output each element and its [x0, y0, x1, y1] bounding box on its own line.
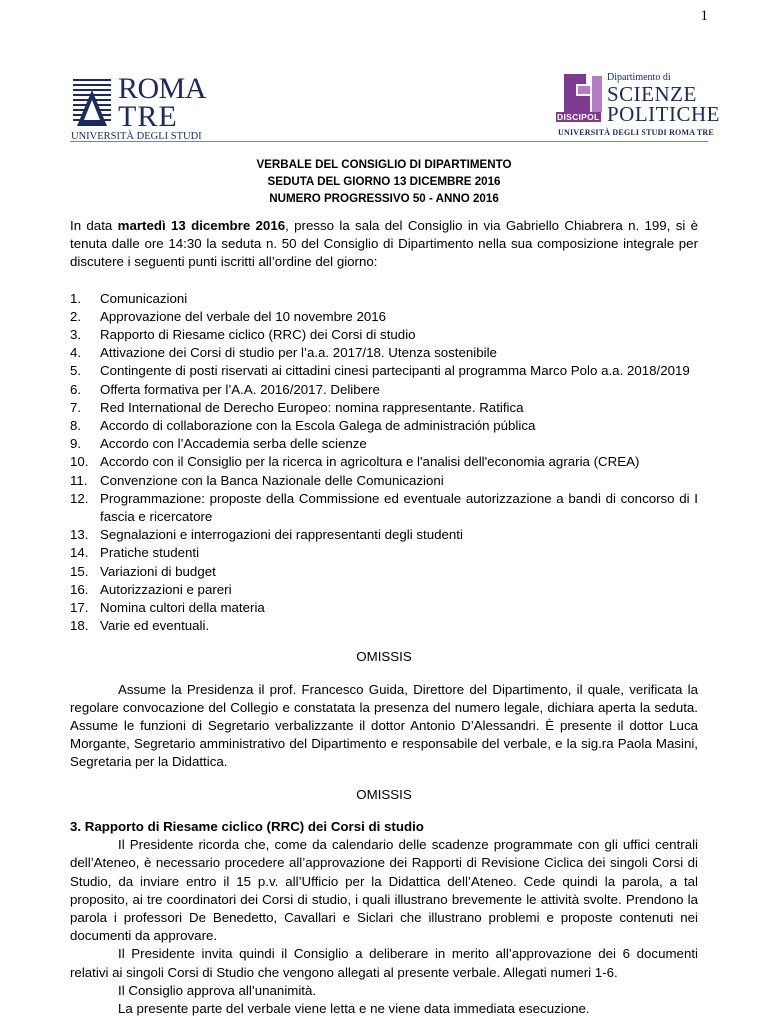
agenda-item-text: Red International de Derecho Europeo: nomina rappresentante. Ratifica — [100, 399, 524, 415]
agenda-item-number: 4. — [70, 345, 82, 361]
agenda-list — [70, 290, 698, 636]
agenda-item-number: 16. — [70, 581, 89, 597]
roma-tre-logo-subtitle: UNIVERSITÀ DEGLI STUDI — [71, 131, 202, 142]
section-3-title: 3. Rapporto di Riesame ciclico (RRC) dei Corsi di studio — [70, 818, 424, 834]
agenda-item-number: 13. — [70, 527, 89, 543]
roma-tre-logo-line1: ROMA — [118, 72, 207, 105]
title-line-2: SEDUTA DEL GIORNO 13 DICEMBRE 2016 — [267, 175, 501, 188]
agenda-item — [70, 417, 698, 435]
agenda-item — [70, 362, 698, 380]
agenda-item — [70, 544, 698, 562]
agenda-item-text: Autorizzazioni e pareri — [100, 581, 232, 597]
agenda-item-text: Programmazione: proposte della Commissione ed eventuale autorizzazione a bandi di concorso di I fascia e ricercatore — [100, 490, 698, 525]
agenda-item — [70, 290, 698, 308]
roma-tre-emblem-icon — [71, 76, 113, 130]
agenda-item — [70, 599, 698, 617]
agenda-item — [70, 326, 698, 344]
agenda-item — [70, 381, 698, 399]
agenda-item — [70, 399, 698, 417]
agenda-item-text: Offerta formativa per l’A.A. 2016/2017. Delibere — [100, 381, 380, 397]
agenda-item-text: Varie ed eventuali. — [100, 618, 210, 634]
document-title — [70, 156, 698, 207]
agenda-item — [70, 490, 698, 526]
agenda-item-number: 10. — [70, 454, 89, 470]
dipartimento-label: Dipartimento di — [607, 72, 671, 83]
document-body — [70, 156, 698, 1018]
intro-after: , presso la sala del Consiglio in via Gabriello Chiabrera n. 199, si è tenuta dalle ore 14:30 la seduta n. 50 del Consiglio di Dipartimento nella sua composizione integrale per discutere i seguenti punti iscritti all’ordine del giorno: — [70, 218, 699, 270]
agenda-item-text: Convenzione con la Banca Nazionale delle Comunicazioni — [100, 472, 444, 488]
omissis-2: OMISSIS — [356, 786, 412, 802]
agenda-item-text: Accordo con l’Accademia serba delle scienze — [100, 436, 367, 452]
roma-tre-logo-line2: TRE — [118, 100, 178, 133]
agenda-item-text: Accordo di collaborazione con la Escola Galega de administración pública — [100, 418, 536, 434]
agenda-item-number: 5. — [70, 363, 82, 379]
agenda-item-text: Approvazione del verbale del 10 novembre 2016 — [100, 308, 387, 324]
agenda-item-text: Segnalazioni e interrogazioni dei rappresentanti degli studenti — [100, 527, 463, 543]
agenda-item-number: 9. — [70, 436, 82, 452]
agenda-item-text: Accordo con il Consiglio per la ricerca in agricoltura e l'analisi dell'economia agraria (CREA) — [100, 454, 640, 470]
agenda-item-number: 8. — [70, 418, 82, 434]
agenda-item-number: 6. — [70, 381, 82, 397]
agenda-item — [70, 453, 698, 471]
header-divider — [70, 141, 708, 142]
agenda-item-number: 7. — [70, 399, 82, 415]
agenda-item — [70, 563, 698, 581]
agenda-item — [70, 435, 698, 453]
omissis-1: OMISSIS — [356, 649, 412, 665]
agenda-item-number: 18. — [70, 618, 89, 634]
section-3-paragraph-2: Il Presidente invita quindi il Consiglio a deliberare in merito all’approvazione dei 6 documenti relativi ai singoli Corsi di Studio che vengono allegati al presente verbale. Allegati numeri 1-6. — [70, 946, 698, 980]
agenda-item-number: 3. — [70, 327, 82, 343]
agenda-item — [70, 308, 698, 326]
section-3-paragraph-1: Il Presidente ricorda che, come da calendario delle scadenze programmate con gli uffici centrali dell’Ateneo, è necessario procedere all’approvazione dei Rapporti di Revisione Ciclica dei singoli Corsi di Studio, da inviare entro il 15 p.v. all’Ufficio per la Didattica dell’Ateneo. Cede quindi la parola, a tal proposito, ai tre coordinatori dei Corsi di studio, i quali illustrano brevemente le attività svolte. Prendono la parola i professori De Benedetto, Cavallari e Siclari che illustrano problemi e proposte contenuti nei documenti da approvare. — [70, 837, 698, 944]
agenda-item — [70, 526, 698, 544]
agenda-item-text: Pratiche studenti — [100, 545, 200, 561]
title-line-1: VERBALE DEL CONSIGLIO DI DIPARTIMENTO — [256, 158, 512, 171]
agenda-item-text: Nomina cultori della materia — [100, 600, 265, 616]
scienze-label: SCIENZE — [607, 82, 697, 106]
intro-before: In data — [70, 218, 118, 233]
agenda-item-number: 1. — [70, 290, 82, 306]
agenda-item-text: Contingente di posti riservati ai cittadini cinesi partecipanti al programma Marco Polo a.a. 2018/2019 — [100, 363, 690, 379]
politiche-label: POLITICHE — [607, 102, 720, 126]
scienze-politiche-logo — [556, 70, 720, 142]
title-line-3: NUMERO PROGRESSIVO 50 - ANNO 2016 — [269, 192, 499, 205]
intro-date: martedì 13 dicembre 2016 — [117, 218, 286, 233]
agenda-item-number: 14. — [70, 545, 89, 561]
agenda-item-text: Rapporto di Riesame ciclico (RRC) dei Corsi di studio — [100, 327, 416, 343]
agenda-item — [70, 617, 698, 635]
agenda-item-text: Comunicazioni — [100, 290, 188, 306]
agenda-item-text: Variazioni di budget — [100, 563, 216, 579]
agenda-item-number: 2. — [70, 308, 82, 324]
agenda-item — [70, 344, 698, 362]
intro-paragraph — [70, 217, 698, 272]
agenda-item-number: 15. — [70, 563, 89, 579]
agenda-item-text: Attivazione dei Corsi di studio per l’a.a. 2017/18. Utenza sostenibile — [100, 345, 497, 361]
agenda-item — [70, 581, 698, 599]
section-3-paragraph-3: Il Consiglio approva all’unanimità. — [118, 982, 317, 998]
university-label: UNIVERSITÀ DEGLI STUDI ROMA TRE — [558, 128, 714, 137]
discipol-label: DISCIPOL — [557, 112, 600, 122]
agenda-item-number: 11. — [70, 472, 88, 488]
presidency-paragraph: Assume la Presidenza il prof. Francesco Guida, Direttore del Dipartimento, il quale, verificata la regolare convocazione del Collegio e constatata la presenza del numero legale, dichiara aperta la seduta. Assume le funzioni di Segretario verbalizzante il dottor Antonio D’Alessandri. È presente il dottor Luca Morgante, Segretario amministrativo del Dipartimento e responsabile del verbale, e la sig.ra Paola Masini, Segretaria per la Didattica. — [70, 681, 698, 770]
agenda-item-number: 17. — [70, 600, 89, 616]
agenda-item-number: 12. — [70, 490, 89, 506]
agenda-item — [70, 472, 698, 490]
section-3-paragraph-4: La presente parte del verbale viene letta e ne viene data immediata esecuzione. — [118, 1000, 590, 1016]
roma-tre-logo — [71, 72, 207, 142]
page-number: 1 — [700, 8, 708, 24]
